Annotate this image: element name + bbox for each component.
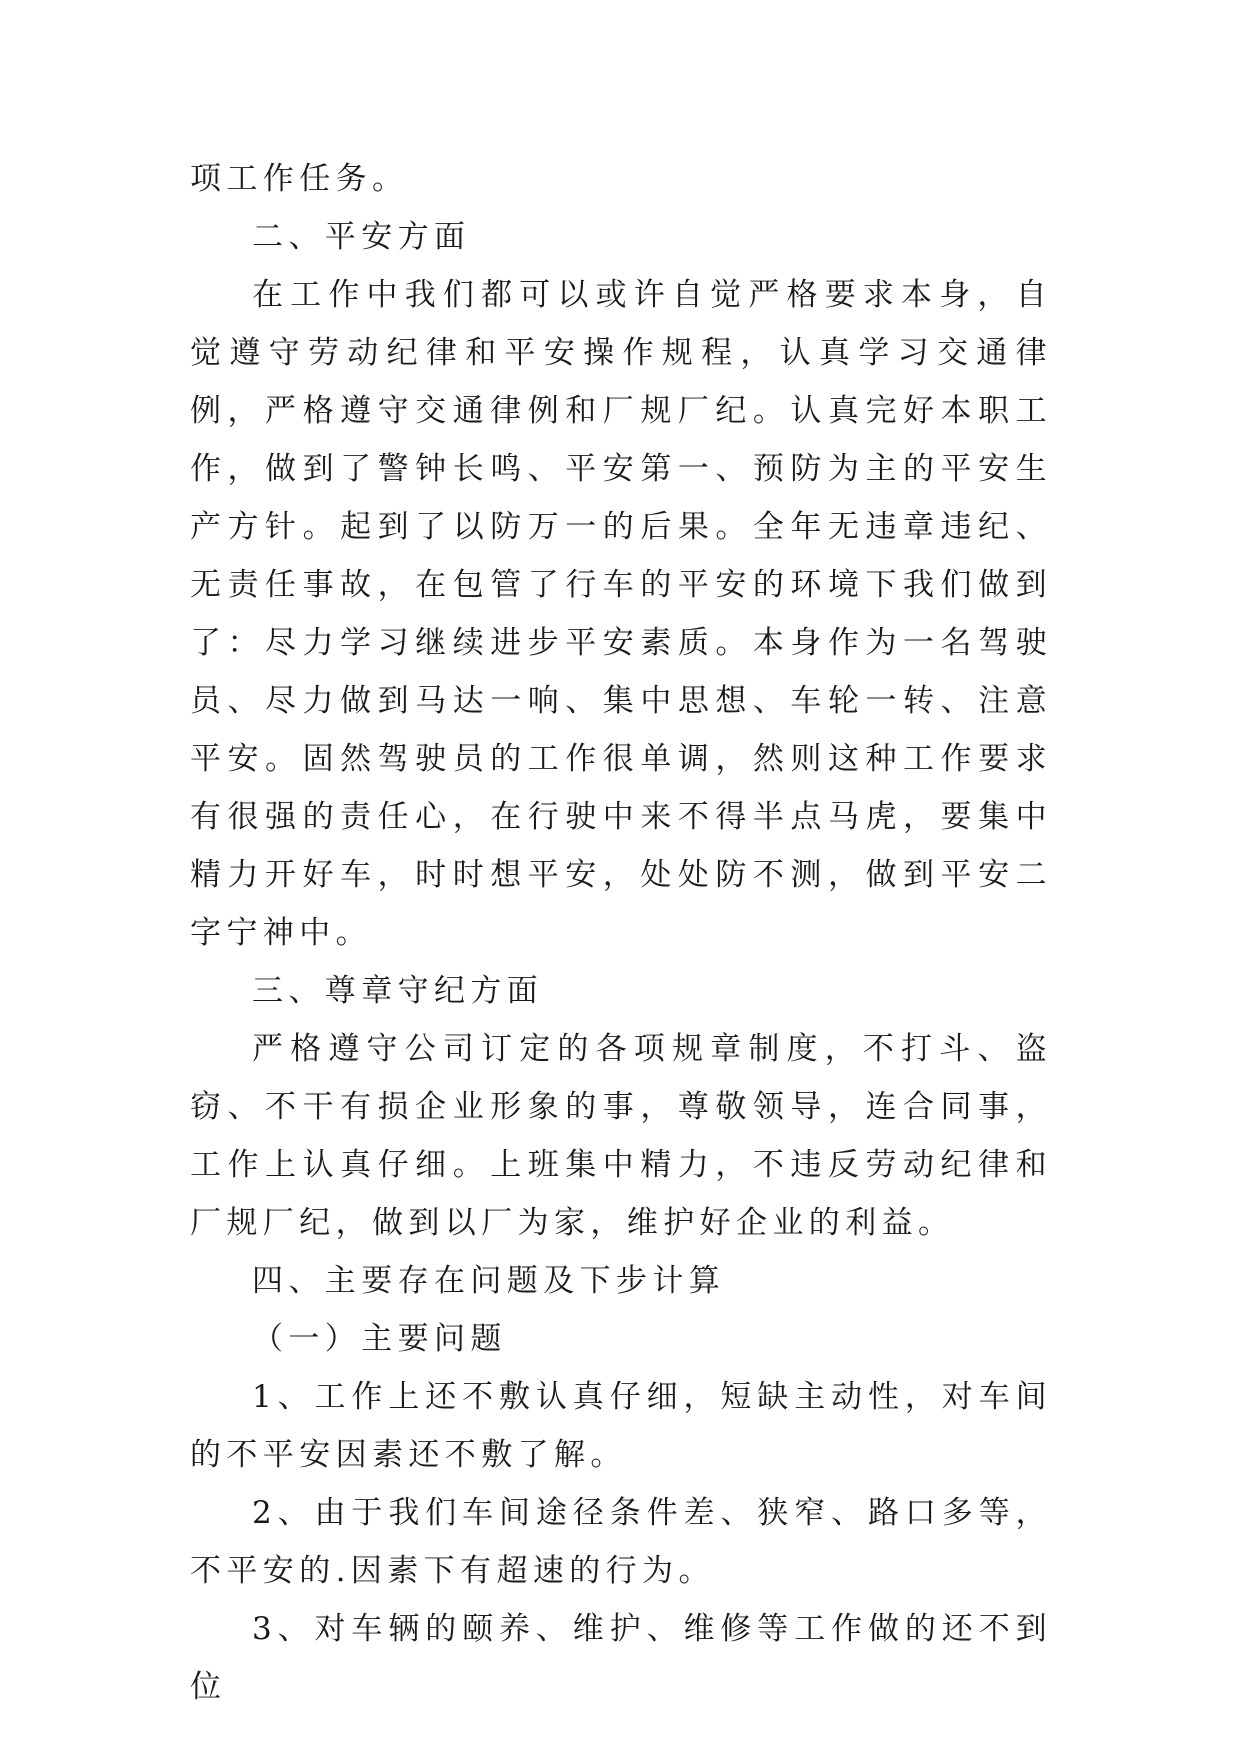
section-heading-problems: 四、主要存在问题及下步计算 (252, 1263, 726, 1299)
paragraph-safety: 在工作中我们都可以或许自觉严格要求本身，自觉遵守劳动纪律和平安操作规程，认真学习交通律例，严格遵守交通律例和厂规厂纪。认真完好本职工作，做到了警钟长鸣、平安第一、预防为主的平安生产方针。起到了以防万一的后果。全年无违章违纪、无责任事故，在包管了行车的平安的环境下我们做到了：尽力学习继续进步平安素质。本身作为一名驾驶员、尽力做到马达一响、集中思想、车轮一转、注意平安。固然驾驶员的工作很单调，然则这种工作要求有很强的责任心，在行驶中来不得半点马虎，要集中精力开好车，时时想平安，处处防不测，做到平安二字宁神中。 (190, 277, 1052, 951)
paragraph-discipline: 严格遵守公司订定的各项规章制度，不打斗、盗窃、不干有损企业形象的事，尊敬领导，连合同事，工作上认真仔细。上班集中精力，不违反劳动纪律和厂规厂纪，做到以厂为家，维护好企业的利益。 (190, 1031, 1052, 1241)
subheading-main-problems: （一）主要问题 (252, 1321, 507, 1357)
document-page (190, 150, 1052, 1716)
section-heading-discipline: 三、尊章守纪方面 (252, 973, 544, 1009)
paragraph-problem-3: 3、对车辆的颐养、维护、维修等工作做的还不到位 (190, 1611, 1052, 1705)
paragraph-problem-2: 2、由于我们车间途径条件差、狭窄、路口多等，不平安的.因素下有超速的行为。 (190, 1495, 1052, 1589)
paragraph-problem-1: 1、工作上还不敷认真仔细，短缺主动性，对车间的不平安因素还不敷了解。 (190, 1379, 1052, 1473)
paragraph-continuation: 项工作任务。 (190, 161, 409, 197)
section-heading-safety: 二、平安方面 (252, 219, 471, 255)
